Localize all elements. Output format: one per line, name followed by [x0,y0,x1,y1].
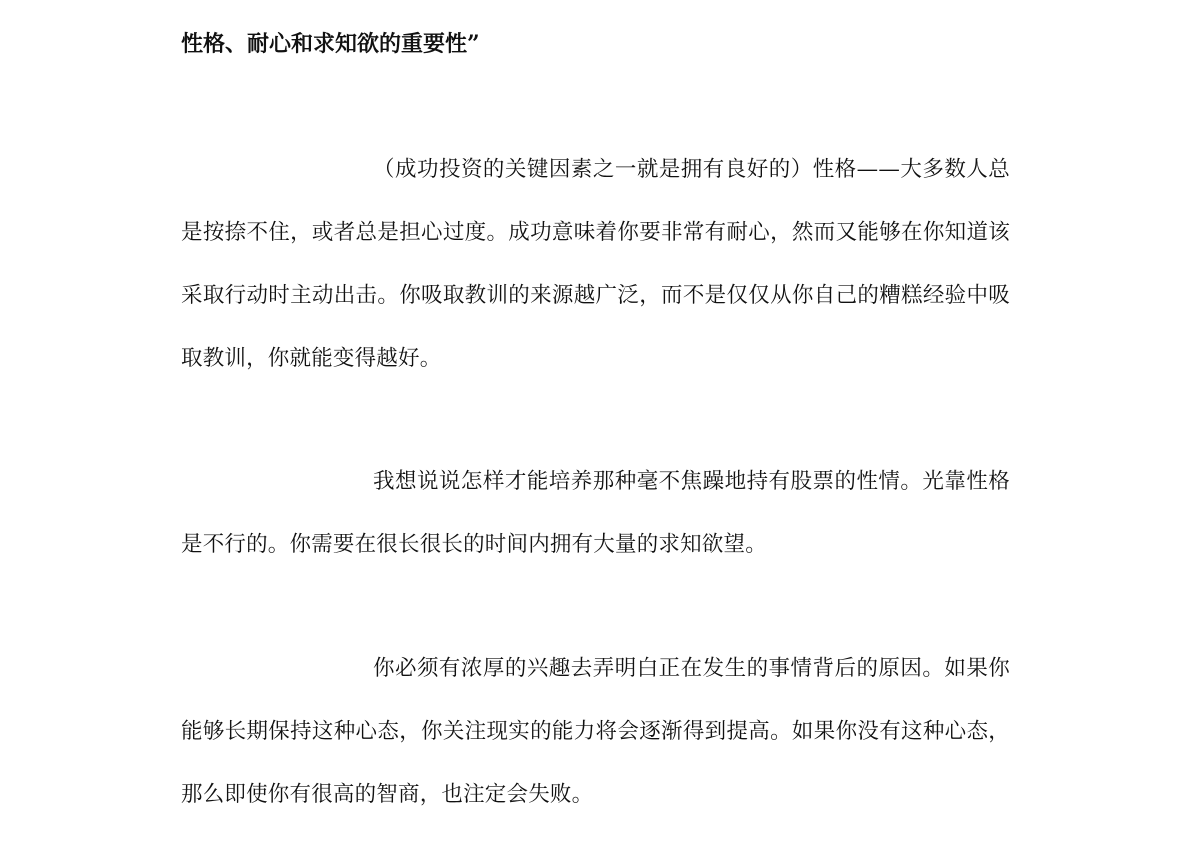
paragraph-holding-temperament: 我想说说怎样才能培养那种毫不焦躁地持有股票的性情。光靠性格是不行的。你需要在很长很长的时间内拥有大量的求知欲望。 [181,469,1010,557]
section-heading: 性格、耐心和求知欲的重要性” [181,31,480,57]
paragraph-curiosity: 你必须有浓厚的兴趣去弄明白正在发生的事情背后的原因。如果你能够长期保持这种心态，你关注现实的能力将会逐渐得到提高。如果你没有这种心态，那么即使你有很高的智商，也注定会失败。 [181,656,1010,807]
paragraph-temperament: （成功投资的关键因素之一就是拥有良好的）性格——大多数人总是按捺不住，或者总是担心过度。成功意味着你要非常有耐心，然而又能够在你知道该采取行动时主动出击。你吸取教训的来源越广泛，而不是仅仅从你自己的糟糕经验中吸取教训，你就能变得越好。 [181,157,1010,371]
